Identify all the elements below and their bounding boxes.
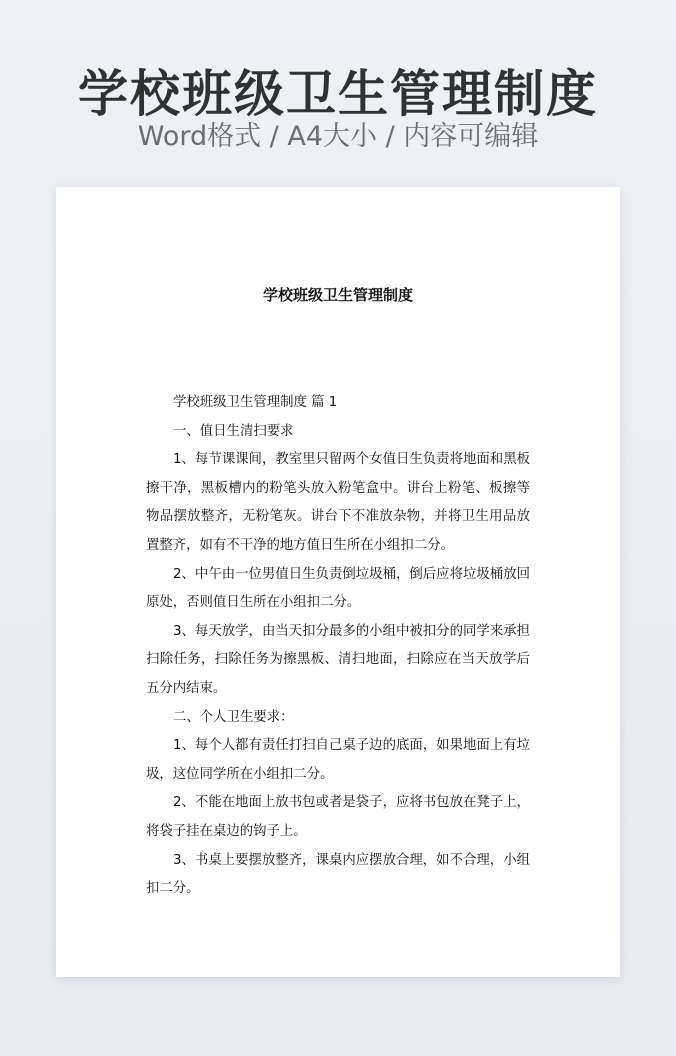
- paragraph-personal-rule-3: 3、书桌上要摆放整齐，课桌内应摆放合理，如不合理，小组扣二分。: [146, 852, 530, 897]
- document-body: [146, 389, 530, 904]
- paragraph-duty-rule-2: 2、中午由一位男值日生负责倒垃圾桶，倒后应将垃圾桶放回原处，否则值日生所在小组扣二分。: [146, 566, 530, 611]
- banner-subtitle: Word格式 / A4大小 / 内容可编辑: [137, 121, 539, 152]
- paragraph-duty-rule-1: 1、每节课课间，教室里只留两个女值日生负责将地面和黑板擦干净，黑板槽内的粉笔头放入粉笔盒中。讲台上粉笔、板擦等物品摆放整齐，无粉笔灰。讲台下不准放杂物，并将卫生用品放置整齐，如有不干净的地方值日生所在小组扣二分。: [146, 452, 530, 553]
- paragraph-duty-rule-3: 3、每天放学，由当天扣分最多的小组中被扣分的同学来承担扫除任务，扫除任务为擦黑板、清扫地面，扫除应在当天放学后五分内结束。: [146, 623, 530, 696]
- paragraph-personal-rule-1: 1、每个人都有责任打扫自己桌子边的底面，如果地面上有垃圾，这位同学所在小组扣二分。: [146, 738, 530, 782]
- section-heading-part-1: 学校班级卫生管理制度 篇 1: [173, 395, 338, 410]
- section-heading-duty-cleaning: 一、值日生清扫要求: [173, 423, 294, 439]
- document-title: 学校班级卫生管理制度: [262, 286, 413, 304]
- banner-title: 学校班级卫生管理制度: [78, 65, 598, 123]
- section-heading-personal-hygiene: 二、个人卫生要求：: [173, 709, 294, 725]
- paragraph-personal-rule-2: 2、不能在地面上放书包或者是袋子，应将书包放在凳子上，将袋子挂在桌边的钩子上。: [146, 795, 530, 839]
